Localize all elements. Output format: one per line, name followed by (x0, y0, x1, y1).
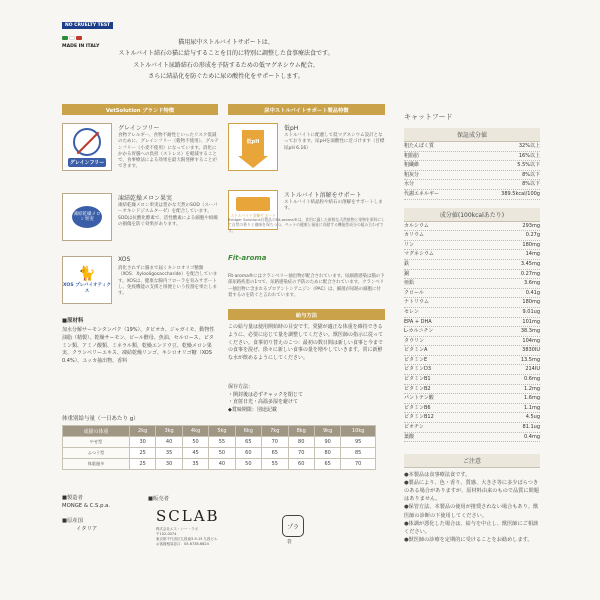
row-label: やせ型 (63, 437, 130, 448)
nutrient-name: 鉄 (404, 260, 410, 267)
feature-text: ストルバイトに配慮して低マグネシウム設計となっております。尿pHを弱酸性に近づけます（目標尿pH 6.16） (284, 133, 385, 151)
origin-title: ■原産国 (62, 517, 83, 524)
guaranteed-analysis-header: 保証成分値 (404, 128, 540, 142)
grain-free-icon: グレインフリー (62, 123, 112, 171)
table-cell: 80 (288, 437, 314, 448)
feature-text: 消化されずに腸まで届くキシロオリゴ糖類（XOS：Xylooligosaccharide）を配合しています。XOSは、健康な腸内フローラを育みサポートし、免疫機能の支援と排便という役割を果たします。 (118, 266, 218, 297)
nutrient-row (404, 298, 540, 308)
nutrient-value: 14mg (525, 251, 540, 258)
table-cell: 55 (262, 459, 288, 470)
table-header: 成猫の体重 (63, 426, 130, 437)
row-label: ふつう型 (63, 448, 130, 459)
nutrient-value: 13.5mg (520, 356, 540, 363)
nutrient-name: 粗繊維 (404, 162, 420, 169)
nutrient-value: 1.6mg (524, 395, 540, 402)
nutrient-value: 1.2mg (524, 385, 540, 392)
per100-list (404, 222, 540, 443)
nutrient-row (404, 346, 540, 356)
table-header: 5kg (209, 426, 235, 437)
nutrient-row (404, 385, 540, 395)
struvite-section-header: 尿中ストルバイトサポート製品特徴 (228, 104, 385, 115)
cat-xos-icon: 🐈 XOS プレバイオティクス (62, 256, 112, 304)
manufacturer-name: MONGE & C.S.p.a. (62, 503, 111, 510)
table-cell: 35 (182, 459, 208, 470)
nutrient-name: ビタミンD3 (404, 366, 432, 373)
nutrient-row (404, 161, 540, 171)
nutrient-row (404, 142, 540, 152)
nutrient-value: 16%以上 (518, 152, 540, 159)
manufacturer-info (62, 494, 162, 534)
table-cell: 25 (129, 448, 155, 459)
nutrient-name: ビタミンB6 (404, 404, 431, 411)
intro-line: さらに結晶化を防ぐために尿の酸性化をサポートします。 (148, 73, 304, 81)
origin-country: イタリア (76, 526, 98, 533)
row-label: 体重過多 (63, 459, 130, 470)
nutrient-value: 104mg (522, 337, 540, 344)
nutrient-value: 101mg (522, 318, 540, 325)
catfood-label: キャットフード (404, 113, 453, 121)
caution-item: ●体調が悪化した場合は、給与を中止し、獣医師にご相談ください。 (404, 520, 539, 535)
table-header-row (63, 426, 376, 437)
table-row (63, 459, 376, 470)
nutrient-name: リン (404, 241, 415, 248)
address-line: 東京都千代田区九段南3-9-15 九段ビル (156, 536, 218, 541)
nutrient-value: 8%以下 (522, 181, 540, 188)
nutrient-name: ビタミンB2 (404, 385, 431, 392)
nutrient-row (404, 404, 540, 414)
caution-list (404, 471, 540, 544)
recycle-icon: プラ (282, 515, 304, 537)
table-cell: 90 (314, 437, 340, 448)
nutrient-name: 亜鉛 (404, 280, 415, 287)
storage-info (228, 384, 385, 414)
nutrient-name: ビタミンB1 (404, 376, 431, 383)
nutrient-name: ビタミンE (404, 356, 428, 363)
feature-title: ストルバイト溶解をサポート (284, 192, 362, 199)
feature-title: 凍結乾燥メロン果実 (118, 195, 173, 202)
nutrient-name: 銅 (404, 270, 410, 277)
feeding-method-header: 給与方法 (228, 309, 385, 320)
nutrient-name: ビタミンA (404, 347, 428, 354)
table-cell: 30 (156, 459, 182, 470)
nutrient-name: L-カルニチン (404, 328, 434, 335)
nutrient-value: 8%以下 (522, 171, 540, 178)
feeding-table-title: 体重別給与量（一日あたり g） (62, 416, 139, 422)
nutrient-name: 粗灰分 (404, 171, 420, 178)
nutrient-name: ビオチン (404, 424, 424, 431)
nutrient-row (404, 356, 540, 366)
storage-line: ・直射日光・高温多湿を避けて (228, 399, 299, 405)
table-cell: 25 (129, 459, 155, 470)
feature-melon (62, 193, 218, 249)
caution-section (404, 454, 540, 544)
table-header: 9kg (314, 426, 340, 437)
nutrient-name: クロール (404, 289, 424, 296)
feature-low-ph (228, 123, 385, 183)
nutrition-column (404, 112, 540, 544)
caution-item: ●獣医師の診療を定期的に受けることをお勧めします。 (404, 536, 533, 543)
nutrient-row (404, 365, 540, 375)
nutrient-name: EPA + DHA (404, 318, 432, 325)
nutrient-name: 粗たんぱく質 (404, 143, 435, 149)
table-cell: 60 (235, 448, 261, 459)
nutrient-name: ビタミンB12 (404, 414, 434, 421)
table-cell: 70 (341, 459, 376, 470)
address-line: お客様相談窓口：05-6738-6824 (156, 541, 209, 546)
nutrient-value: 0.41g (525, 289, 540, 296)
table-row (63, 437, 376, 448)
seller-address (156, 527, 278, 547)
table-cell: 70 (288, 448, 314, 459)
caution-header: ご注意 (404, 454, 540, 468)
table-cell: 40 (209, 459, 235, 470)
table-cell: 55 (209, 437, 235, 448)
feature-text: ストルバイト結晶粒や結石の溶解をサポートします。 (284, 200, 383, 212)
storage-line: 保存方法： (228, 384, 254, 390)
nutrient-name: タウリン (404, 337, 425, 344)
nutrient-row (404, 423, 540, 433)
nutrient-value: 0.6mg (524, 376, 540, 383)
table-row (63, 448, 376, 459)
nutrient-row (404, 152, 540, 162)
nutrient-value: 38.3mg (520, 328, 540, 335)
nutrient-name: ナトリウム (404, 299, 429, 306)
feature-title: グレインフリー (118, 125, 160, 132)
storage-line: ・開封後は必ずチャックを閉じて (228, 391, 303, 398)
nutrient-row (404, 327, 540, 337)
table-cell: 50 (182, 437, 208, 448)
table-cell: 35 (156, 448, 182, 459)
caution-item: ●保管方法、本製品の使用が推奨されない場合もあり、獣医師の診断の下使用してください。 (404, 504, 539, 519)
table-cell: 65 (262, 448, 288, 459)
nutrient-row (404, 279, 540, 289)
table-header: 10kg (341, 426, 376, 437)
nutrient-row (404, 394, 540, 404)
nutrient-value: 9.01ug (522, 308, 540, 315)
nutrient-value: 32%以上 (518, 143, 540, 149)
table-cell: 65 (235, 437, 261, 448)
raw-materials (62, 316, 218, 366)
feature-text: 凍結乾燥メロン果実は豊かな天然のSOD（スーパーオキシドジスムターゼ）を配合しています。SODは抗酸化酵素で、活性酸素による細胞や組織の損傷を防ぐ効果があります。 (118, 203, 218, 227)
recycle-label: 袋 (287, 540, 292, 545)
nutrient-value: 0.27mg (520, 270, 540, 277)
raw-materials-text: 加水分解サーモンタンパク（19%）、タピオカ、ジャガイモ、動物性油脂（精製）、乾燥サーモン、ビール酵母、魚油、セルロース、ビタミン類、アミノ酸類、ミネラル類、乾燥エンドウ豆、乾燥メロン果実、クランベリーエキス、凍結乾燥リンゴ、キシロオリゴ糖（XOS 0.4%）、ユッカ抽出物、香料 (62, 327, 215, 364)
nutrient-value: 3.6mg (524, 280, 540, 287)
nutrient-value: 81.1ug (522, 424, 540, 431)
nutrient-row (404, 337, 540, 347)
table-header: 7kg (262, 426, 288, 437)
fit-aroma-logo: Fit-aroma (228, 254, 267, 262)
table-cell: 60 (288, 459, 314, 470)
nutrient-value: 3830IU (522, 347, 540, 354)
crystal-icon: ストルバイト溶解サポート (228, 190, 278, 230)
nutrient-row (404, 231, 540, 241)
nutrient-row (404, 375, 540, 385)
feature-text: 食物アレルギー、食物不耐性といったリスク低減のために、グレインフリー（穀物不使用）、グルテンフリー（小麦不使用）になっています。消化にかかる胃腸への負担（ストレス）を軽減することで、食事療法による効果を最大限発揮することができます。 (118, 133, 219, 170)
nutrient-name: 粗脂肪 (404, 152, 420, 159)
table-cell: 80 (314, 448, 340, 459)
manufacturer-title: ■製造者 (62, 495, 83, 501)
table-header: 8kg (288, 426, 314, 437)
table-header: 3kg (156, 426, 182, 437)
nutrient-row (404, 241, 540, 251)
no-cruelty-badge: NO CRUELTY TEST (62, 22, 113, 29)
address-line: 〒102-0074 (156, 531, 177, 536)
bridger-note: Bridger Solutions社製品のFit-aroma®は、食用に適した新鮮な天然植物と果物を原料にして自然の香りと風味を保ちつつ、ペットの健康と福祉に貢献する機能性成分の組み合わせです。 (228, 217, 385, 233)
seller-title: ■販売者 (148, 496, 169, 502)
seller-info (148, 494, 278, 547)
nutrient-value: 4.5ug (525, 414, 540, 421)
nutrient-row (404, 260, 540, 270)
raw-materials-title: ■原材料 (62, 318, 84, 324)
vetsolution-section-header: VetSolution ブランド特徴 (62, 104, 218, 115)
expiry-line: ◆賞味期限：別途記載 (228, 406, 277, 413)
intro-line: 猫用尿中ストルバイトサポートは、 (178, 39, 274, 46)
feature-title: XOS (118, 256, 131, 263)
made-in-italy-label: MADE IN ITALY (62, 44, 100, 49)
nutrient-value: 0.4mg (524, 433, 540, 440)
table-cell: 50 (209, 448, 235, 459)
caution-item: ●本製品は食事療法食です。 (404, 472, 471, 479)
table-cell: 45 (182, 448, 208, 459)
nutrient-name: セレン (404, 308, 419, 315)
feature-grain-free (62, 123, 218, 183)
table-header: 2kg (129, 426, 155, 437)
nutrient-value: 5.5%以下 (517, 162, 540, 169)
feature-title: 低pH (284, 125, 299, 132)
guaranteed-analysis-list (404, 142, 540, 200)
table-cell: 40 (156, 437, 182, 448)
nutrient-row (404, 250, 540, 260)
nutrient-value: 389.5kcal/100g (501, 190, 540, 197)
table-cell: 95 (341, 437, 376, 448)
nutrient-row (404, 222, 540, 232)
table-cell: 70 (262, 437, 288, 448)
melon-icon: 凍結乾燥メロン果実 (62, 193, 112, 241)
nutrient-row (404, 433, 540, 443)
down-arrow-icon: 低pH (228, 123, 278, 171)
feeding-method-text: この給与量は使用開始時の目安です。愛猫が適正な体重を維持できるように、必要に応じて量を調整してください。獣医師の指示に従ってください。食事切り替えのこつ：最初の数日間は新しい食事と今までの食事を混ぜ、徐々に新しい食事の量を増やしていきます。常に新鮮な水が飲めるようにしてください。 (228, 324, 384, 361)
nutrient-value: 214IU (525, 366, 540, 373)
nutrient-row (404, 318, 540, 328)
caution-item: ●製品により、色・香り、質感、大きさ等に多少ばらつきのある場合がありますが、原材料由来のもので品質に問題はありません。 (404, 480, 539, 503)
nutrient-name: 水分 (404, 181, 415, 188)
nutrient-row (404, 270, 540, 280)
table-header: 6kg (235, 426, 261, 437)
nutrient-name: パントテン酸 (404, 395, 434, 402)
nutrient-row (404, 190, 540, 200)
table-cell: 30 (129, 437, 155, 448)
fit-aroma-description: Fit-aroma®にはクランベリー抽出物が配合されています。尿細菌感染は猫の下部尿路疾患の1つで、尿路感染症の予防のために配合されています。クランベリー抽出物に含まれるプロアントシアニジン（PAC）は、細菌が尿路の細胞に付着するのを防ぐと言われています。 (228, 274, 385, 299)
nutrient-row (404, 413, 540, 423)
nutrient-value: 3.45mg (520, 260, 540, 267)
intro-line: ストルバイト尿路結石の形成を予防するための低マグネシウム配合、 (133, 61, 319, 69)
nutrient-value: 180mg (522, 241, 540, 248)
sclab-logo: SCLAB (156, 507, 220, 525)
nutrient-name: 代謝エネルギー (404, 190, 440, 197)
per100-header: 成分値(100kcalあたり) (404, 208, 540, 222)
table-cell: 85 (341, 448, 376, 459)
nutrient-value: 293mg (522, 222, 540, 229)
nutrient-row (404, 180, 540, 190)
table-cell: 50 (235, 459, 261, 470)
nutrient-value: 180mg (522, 299, 540, 306)
feature-xos (62, 256, 218, 312)
nutrient-name: 葉酸 (404, 433, 415, 440)
nutrient-row (404, 308, 540, 318)
intro-text (90, 37, 362, 83)
nutrient-row (404, 289, 540, 299)
intro-line: ストルバイト結石の猫に給与することを目的に特別に調整した食事療法食です。 (118, 50, 334, 58)
nutrient-value: 1.1mg (524, 404, 540, 411)
nutrient-name: マグネシウム (404, 251, 434, 258)
address-line: 株式会社エス・シー・ラボ (156, 527, 198, 531)
nutrient-row (404, 171, 540, 181)
nutrient-name: カルシウム (404, 222, 429, 229)
feeding-table (62, 425, 376, 470)
table-header: 4kg (182, 426, 208, 437)
nutrient-name: カリウム (404, 232, 424, 239)
table-cell: 65 (314, 459, 340, 470)
nutrient-value: 0.27g (525, 232, 540, 239)
